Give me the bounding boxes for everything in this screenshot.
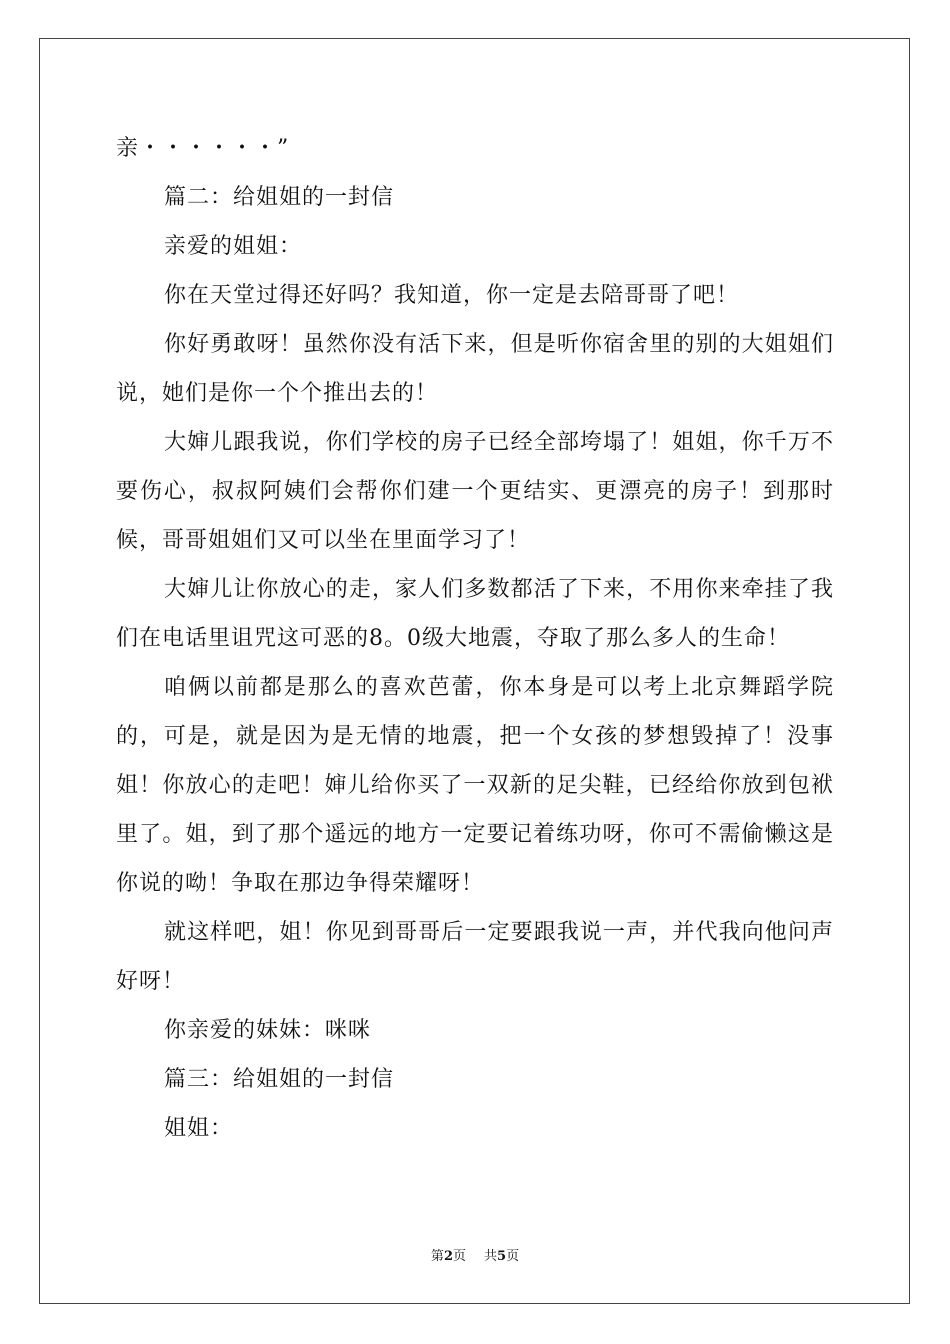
paragraph: 咱俩以前都是那么的喜欢芭蕾，你本身是可以考上北京舞蹈学院的，可是，就是因为是无情的地震，把一个女孩的梦想毁掉了！没事姐！你放心的走吧！婶儿给你买了一双新的足尖鞋，已经给你放到包袱里了。姐，到了那个遥远的地方一定要记着练功呀，你可不需偷懒这是你说的呦！争取在那边争得荣耀呀！ [116,675,834,896]
paragraph: 大婶儿让你放心的走，家人们多数都活了下来，不用你来牵挂了我们在电话里诅咒这可恶的8。0级大地震，夺取了那么多人的生命！ [116,577,834,651]
section-heading: 篇三：给姐姐的一封信 [164,1067,395,1092]
paragraph: 就这样吧，姐！你见到哥哥后一定要跟我说一声，并代我向他问声好呀！ [116,920,834,994]
total-pages-label: 共5页 [484,1249,520,1264]
letter-salutation: 姐姐： [164,1116,234,1141]
letter-salutation: 亲爱的姐姐： [164,234,303,259]
page-footer [0,1249,950,1265]
section-heading: 篇二：给姐姐的一封信 [164,185,395,210]
paragraph: 大婶儿跟我说，你们学校的房子已经全部垮塌了！姐姐，你千万不要伤心，叔叔阿姨们会帮你们建一个更结实、更漂亮的房子！到那时候，哥哥姐姐们又可以坐在里面学习了！ [116,430,834,553]
page-number-label: 第2页 [430,1249,466,1264]
paragraph: 你好勇敢呀！虽然你没有活下来，但是听你宿舍里的别的大姐姐们说，她们是你一个个推出去的！ [116,332,834,406]
paragraph: 你在天堂过得还好吗？我知道，你一定是去陪哥哥了吧！ [164,283,740,308]
letter-signature: 你亲爱的妹妹：咪咪 [164,1018,372,1043]
document-body [116,124,834,1153]
paragraph: 亲・・・・・・” [116,136,290,161]
